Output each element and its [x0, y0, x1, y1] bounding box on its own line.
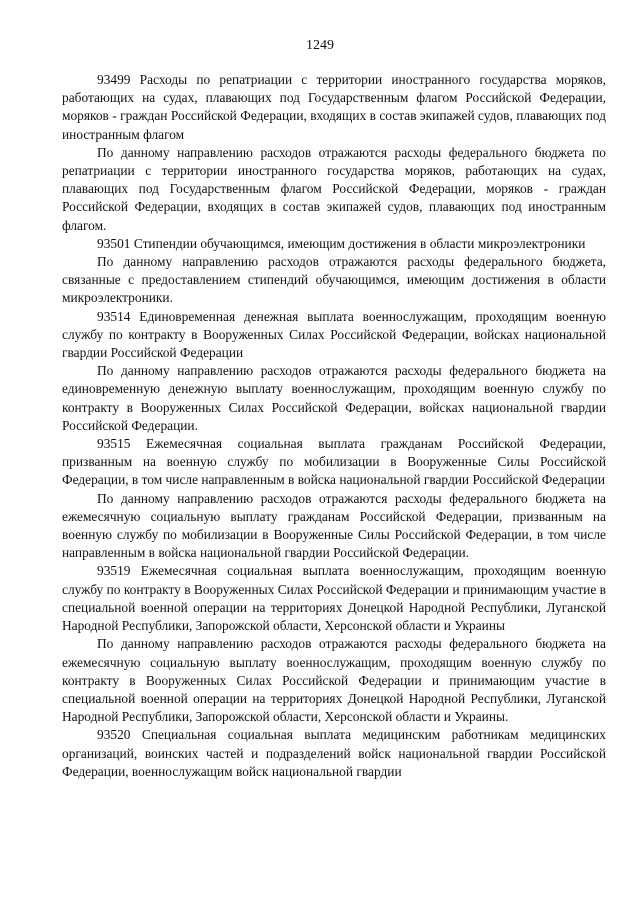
- paragraph-93514-description: По данному направлению расходов отражаются расходы федерального бюджета на единовременную денежную выплату военнослужащим, проходящим военную службу по контракту в Вооруженных Силах Российской Федерации, войсках национальной гвардии Российской Федерации.: [62, 363, 606, 433]
- paragraph-93514-heading: 93514 Единовременная денежная выплата военнослужащим, проходящим военную службу по контракту в Вооруженных Силах Российской Федерации, войсках национальной гвардии Российской Федерации: [62, 308, 606, 361]
- paragraph-93499-description: По данному направлению расходов отражаются расходы федерального бюджета по репатриации с территории иностранного государства моряков, работающих на судах, плавающих под Государственным флагом Российской Федерации, моряков - граждан Российской Федерации, входящих в состав экипажей судов, плавающих под иностранным флагом.: [62, 144, 606, 233]
- document-body: [62, 71, 606, 781]
- paragraph-93515-description: По данному направлению расходов отражаются расходы федерального бюджета на ежемесячную социальную выплату гражданам Российской Федерации, призванным на военную службу по мобилизации в Вооруженные Силы Российской Федерации, в том числе направленным в войска национальной гвардии Российской Федерации.: [62, 490, 606, 561]
- paragraph-93499-heading: 93499 Расходы по репатриации с территории иностранного государства моряков, работающих на судах, плавающих под Государственным флагом Российской Федерации, моряков - граждан Российской Федерации, входящих в состав экипажей судов, плавающих под иностранным флагом: [62, 72, 606, 142]
- page-number: 1249: [306, 38, 334, 53]
- paragraph-93519-heading: 93519 Ежемесячная социальная выплата военнослужащим, проходящим военную службу по контракту в Вооруженных Силах Российской Федерации и принимающим участие в специальной военной операции на территориях Донецкой Народной Республики, Луганской Народной Республики, Запорожской области, Херсонской области и Украины: [62, 563, 606, 634]
- paragraph-93519-description: По данному направлению расходов отражаются расходы федерального бюджета на ежемесячную социальную выплату военнослужащим, проходящим военную службу по контракту в Вооруженных Силах Российской Федерации и принимающим участие в специальной военной операции на территориях Донецкой Народной Республики, Луганской Народной Республики, Запорожской области, Херсонской области и Украины.: [62, 636, 606, 725]
- paragraph-93520-heading: 93520 Специальная социальная выплата медицинским работникам медицинских организаций, воинских частей и подразделений войск национальной гвардии Российской Федерации, военнослужащим войск национальной гвардии: [62, 727, 606, 779]
- paragraph-93501-heading: 93501 Стипендии обучающимся, имеющим достижения в области микроэлектроники: [97, 235, 586, 251]
- paragraph-93501-description: По данному направлению расходов отражаются расходы федерального бюджета, связанные с предоставлением стипендий обучающимся, имеющим достижения в области микроэлектроники.: [62, 254, 606, 306]
- paragraph-93515-heading: 93515 Ежемесячная социальная выплата гражданам Российской Федерации, призванным на военную службу по мобилизации в Вооруженные Силы Российской Федерации, в том числе направленным в войска национальной гвардии Российской Федерации: [62, 436, 606, 488]
